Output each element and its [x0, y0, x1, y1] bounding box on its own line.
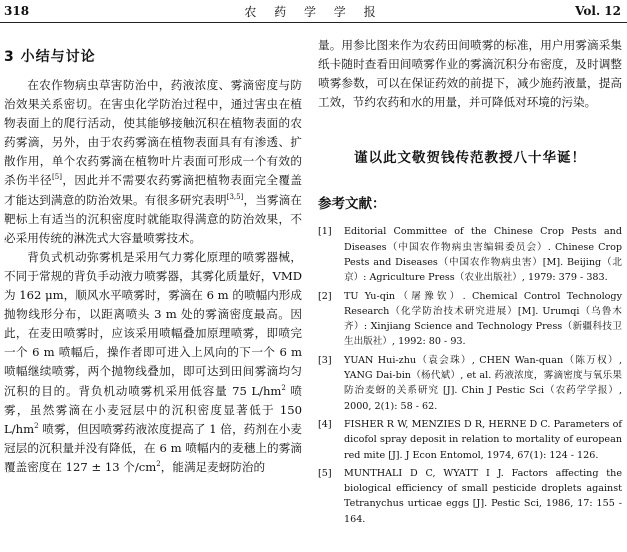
- reference-item: [2] TU Yu-qin（屠豫钦）. Chemical Control Technology Research（化学防治技术研究进展）[M]. Urumqi（乌鲁木齐）: Xinjiang Science and Technology Press（新疆科技卫生出版社）, 1992: 80 - 93.: [318, 290, 622, 348]
- references-title: 参考文献：: [318, 196, 386, 213]
- header-rule: [0, 22, 627, 23]
- paragraph-1: 在农作物病虫草害防治中，药液浓度、雾滴密度与防治效果关系密切。在害虫化学防治过程中，通过害虫在植物表面上的爬行活动，使其能够接触沉积在植物表面的农药雾滴，另外，由于农药雾滴在植物表面具有有渗透、扩散作用，单个农药雾滴在植物叶片表面可形成一个有效的杀伤半径[5]，因此并不需要农药雾滴把植物表面完全覆盖才能达到满意的防治效果。有很多研究表明[3,5]，当雾滴在靶标上有适当的沉积密度时就能取得满意的防治效果，不必采用传统的淋洗式大容量喷雾技术。: [4, 78, 302, 245]
- reference-item: [5] MUNTHALI D C, WYATT I J. Factors affecting the biological efficiency of small pesticide droplets against Tetranychus urticae eggs [J]. Pestic Sci, 1986, 17: 155 - 164.: [318, 467, 622, 525]
- paragraph-2: 背负式机动弥雾机是采用气力雾化原理的喷雾器械，不同于常规的背负手动液力喷雾器，其雾化质量好，VMD 为 162 μm，顺风水平喷雾时，雾滴在 6 m 的喷幅内形成抛物线形分布，以距离喷头 3 m 处的雾滴密度最高。因此，在麦田喷雾时，应该采用喷幅叠加原理喷雾，即喷完一个 6 m 喷幅后，操作者即可进入上风向的下一个 6 m 喷幅继续喷雾，两个抛物线叠加，即可达到田间雾滴均匀沉积的目的。背负机动喷雾机采用低容量 75 $L/hm^2$ 喷雾，虽然雾滴在小麦冠层中的沉积密度显著低于 150 $L/hm^2$ 喷雾，但因喷雾药液浓度提高了 1 倍，药剂在小麦冠层的沉积量并没有降低，在 6 m 喷幅内的麦穗上的雾滴覆盖密度在 127 ± 13 个$/cm^2$，能满足麦蚜防治的: [4, 249, 302, 474]
- section-title: 3 小结与讨论: [4, 49, 96, 65]
- reference-list: [318, 224, 622, 527]
- citation-5: [5]: [52, 173, 62, 182]
- citation-3-5: [3,5]: [226, 192, 244, 201]
- reference-item: [4] FISHER R W, MENZIES D R, HERNE D C. Parameters of dicofol spray deposit in relation to mortality of european red mite [J]. J Econ Entomol, 1974, 67(1): 124 - 126.: [318, 418, 622, 461]
- right-column: [318, 36, 622, 530]
- reference-item: [1] Editorial Committee of the Chinese Crop Pests and Diseases（中国农作物病虫害编辑委员会）. Chinese Crop Pests and Diseases（中国农作物病虫害）[M]. Beijing（北京）: Agriculture Press（农业出版社）, 1979: 379 - 383.: [318, 226, 622, 284]
- page-number: 318: [4, 4, 30, 18]
- page-header: [0, 0, 627, 24]
- reference-item: [3] YUAN Hui-zhu（袁会珠）, CHEN Wan-quan（陈万权）, YANG Dai-bin（杨代斌）, et al. 药液浓度，雾滴密度与氧乐果防治麦蚜的关系研究 [J]. Chin J Pestic Sci（农药学学报）, 2000, 2(1): 58 - 62.: [318, 354, 622, 412]
- volume-label: Vol. 12: [575, 4, 621, 18]
- journal-title: 农 药 学 学 报: [244, 5, 383, 19]
- left-column: [4, 32, 302, 477]
- dedication: 谨以此文敬贺钱传范教授八十华诞！: [354, 150, 586, 167]
- paragraph-3: 量。用参比图来作为农药田间喷雾的标准，用户用雾滴采集纸卡随时查看田间喷雾作业的雾滴沉积分布密度，及时调整喷雾参数，可以在保证药效的前提下，减少施药液量，提高工效，节约农药和水的用量，并可降低对环境的污染。: [318, 38, 622, 110]
